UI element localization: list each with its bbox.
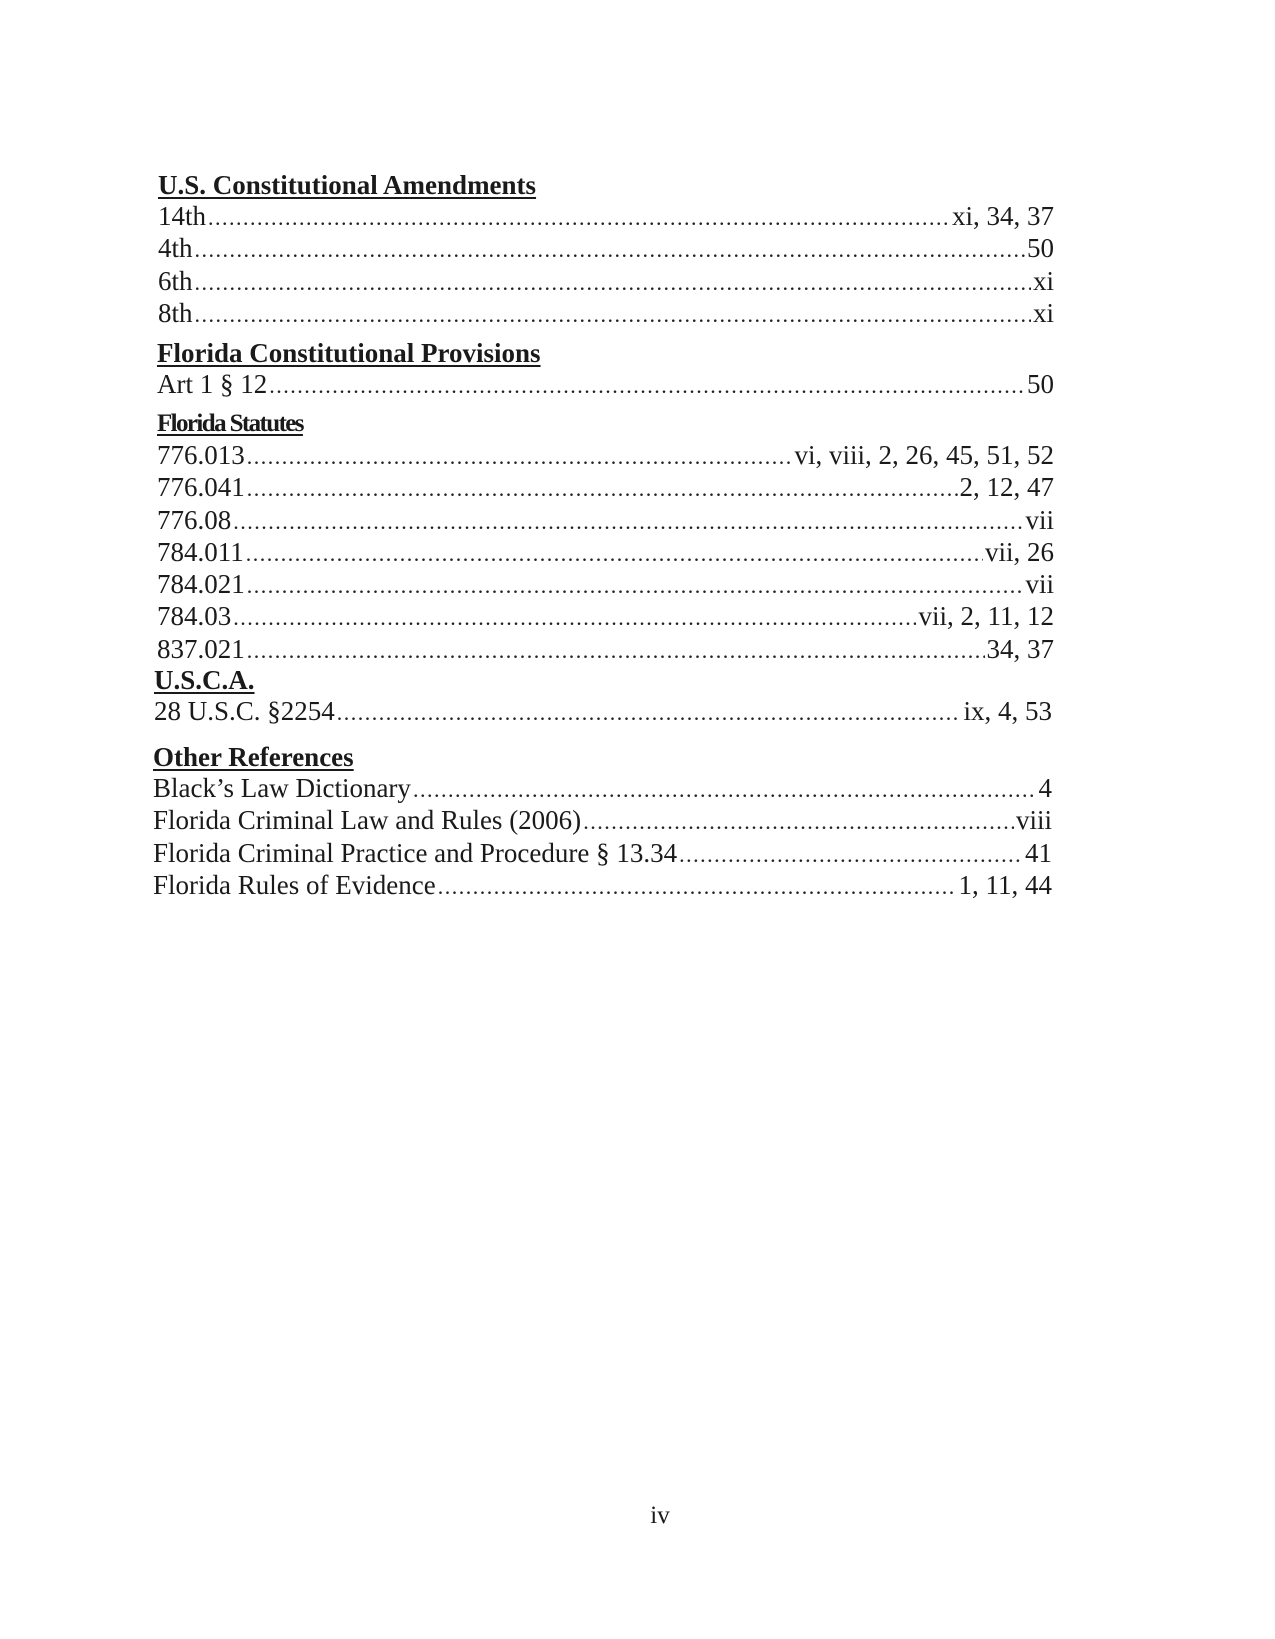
- entry-label: 776.08: [157, 504, 232, 535]
- entry-pages: vii: [1025, 569, 1054, 600]
- toc-entry: [153, 837, 1052, 869]
- entry-label: Black’s Law Dictionary: [153, 773, 411, 803]
- entry-pages: 50: [1027, 233, 1054, 264]
- toc-entry: [153, 804, 1052, 836]
- section-usca: [154, 665, 1052, 727]
- entry-pages: vii, 26: [984, 536, 1054, 567]
- entry-pages: vi, viii, 2, 26, 45, 51, 52: [794, 440, 1054, 470]
- toc-entry: [157, 536, 1054, 568]
- dot-leader: [195, 299, 1031, 331]
- entry-pages: xi: [1032, 265, 1054, 296]
- dot-leader: [679, 839, 1023, 871]
- entry-pages: 1, 11, 44: [958, 869, 1052, 900]
- section-other-references: [153, 742, 1052, 901]
- page-number: iv: [650, 1502, 670, 1529]
- toc-entry: [157, 633, 1054, 665]
- toc-entry: [153, 772, 1052, 804]
- section-heading: Florida Statutes: [157, 410, 303, 437]
- entry-pages: 34, 37: [986, 633, 1054, 664]
- entry-pages: 4: [1038, 773, 1052, 803]
- toc-entry: [158, 200, 1054, 232]
- dot-leader: [269, 370, 1025, 402]
- dot-leader: [233, 506, 1023, 538]
- dot-leader: [583, 806, 1014, 838]
- entry-pages: xi, 34, 37: [951, 201, 1054, 231]
- section-heading: Other References: [153, 742, 354, 772]
- dot-leader: [195, 267, 1031, 299]
- dot-leader: [246, 538, 983, 570]
- section-florida-statutes: [157, 409, 1054, 665]
- dot-leader: [413, 774, 1037, 806]
- entry-label: 14th: [158, 201, 207, 231]
- entry-label: 28 U.S.C. §2254: [154, 696, 335, 726]
- entry-pages: viii: [1015, 805, 1052, 836]
- section-heading: U.S. Constitutional Amendments: [158, 170, 537, 200]
- toc-entry: [157, 504, 1054, 536]
- dot-leader: [247, 635, 985, 667]
- entry-label: 784.011: [157, 536, 244, 567]
- toc-entry: [158, 265, 1054, 297]
- entry-pages: 2, 12, 47: [959, 472, 1054, 503]
- entry-label: 4th: [158, 233, 193, 264]
- dot-leader: [247, 570, 1024, 602]
- toc-entry: [157, 600, 1054, 632]
- entry-label: 837.021: [157, 633, 245, 664]
- section-heading: U.S.C.A.: [154, 665, 255, 695]
- section-florida-constitutional-provisions: [157, 338, 1054, 400]
- dot-leader: [208, 202, 950, 234]
- entry-pages: xi: [1032, 297, 1054, 328]
- dot-leader: [247, 441, 793, 473]
- entry-label: Art 1 § 12: [157, 369, 268, 399]
- entry-label: 8th: [158, 297, 193, 328]
- entry-label: Florida Rules of Evidence: [153, 869, 436, 900]
- dot-leader: [195, 234, 1025, 266]
- dot-leader: [337, 697, 962, 729]
- toc-entry: [158, 297, 1054, 329]
- toc-entry: [157, 439, 1054, 471]
- entry-label: 784.021: [157, 569, 245, 600]
- dot-leader: [233, 602, 916, 634]
- entry-pages: vii, 2, 11, 12: [918, 601, 1054, 632]
- entry-label: 776.013: [157, 440, 245, 470]
- entry-label: 784.03: [157, 601, 232, 632]
- entry-label: 6th: [158, 265, 193, 296]
- entry-label: Florida Criminal Practice and Procedure § 13.34: [153, 837, 678, 868]
- entry-pages: 41: [1025, 837, 1052, 868]
- entry-pages: vii: [1025, 504, 1054, 535]
- toc-entry: [157, 471, 1054, 503]
- entry-label: Florida Criminal Law and Rules (2006): [153, 805, 582, 836]
- entry-pages: ix, 4, 53: [963, 696, 1052, 726]
- dot-leader: [247, 473, 958, 505]
- toc-entry: [157, 568, 1054, 600]
- toc-entry: [153, 869, 1052, 901]
- toc-entry: [158, 232, 1054, 264]
- entry-label: 776.041: [157, 472, 245, 503]
- toc-entry: [157, 368, 1054, 400]
- entry-pages: 50: [1027, 369, 1054, 399]
- section-us-constitutional-amendments: [158, 170, 1054, 329]
- section-heading: Florida Constitutional Provisions: [157, 338, 541, 368]
- toc-entry: [154, 695, 1052, 727]
- dot-leader: [438, 871, 957, 903]
